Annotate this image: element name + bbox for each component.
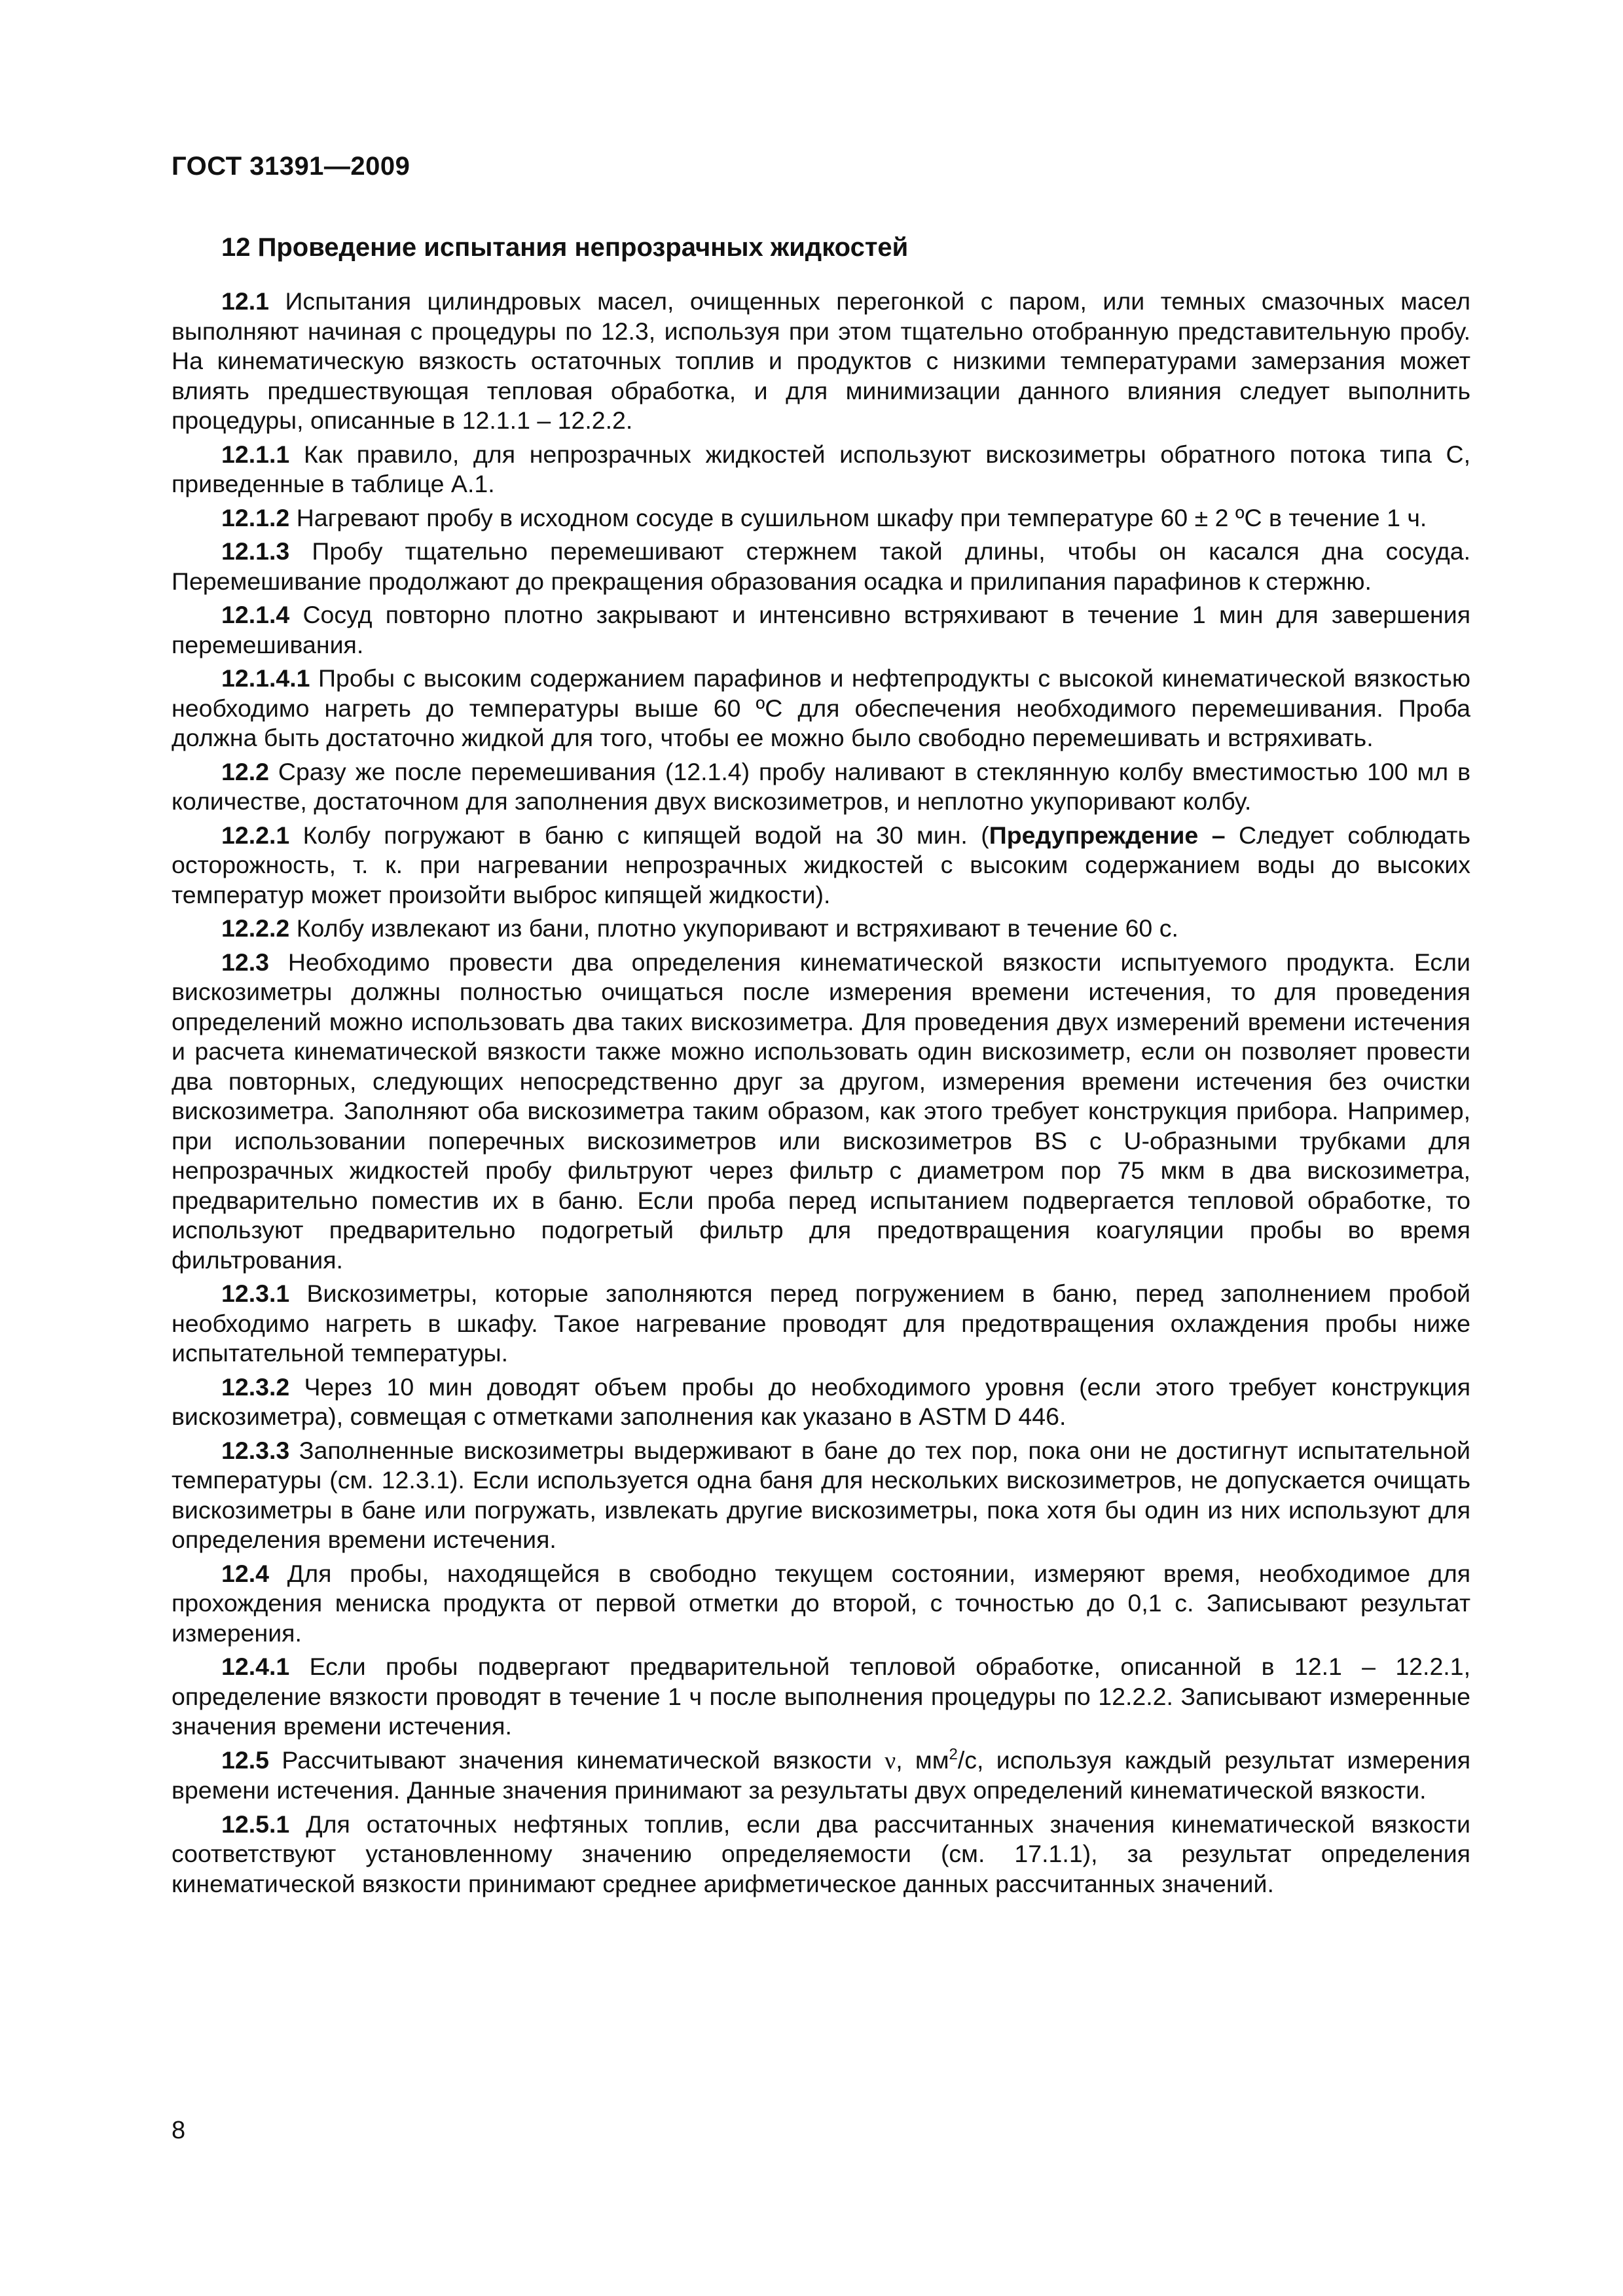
- paragraph-12-1-4-1: [172, 664, 1470, 753]
- viscosity-symbol: ν: [884, 1747, 896, 1774]
- paragraph-text: Сразу же после перемешивания (12.1.4) пробу наливают в стеклянную колбу вместимостью 100 мл в количестве, достаточном для заполнения двух вискозиметров, и неплотно укупоривают колбу.: [172, 757, 1470, 815]
- paragraph-text: Рассчитывают значения кинематической вязкости: [282, 1746, 885, 1774]
- paragraph-text: Сосуд повторно плотно закрывают и интенсивно встряхивают в течение 1 мин для завершения перемешивания.: [172, 601, 1470, 658]
- paragraph-12-5: [172, 1746, 1470, 1806]
- paragraph-12-1-2: [172, 503, 1470, 533]
- paragraph-text: Для остаточных нефтяных топлив, если два рассчитанных значения кинематической вязкости соответствуют установленному значению определяемости (см. 17.1.1), за результат определения кинематической вязкости принимают среднее арифметическое данных рассчитанных значений.: [172, 1810, 1470, 1897]
- clause-number: 12.5.1: [221, 1810, 290, 1838]
- clause-number: 12.5: [221, 1746, 269, 1774]
- paragraph-text: Для пробы, находящейся в свободно текущем состоянии, измеряют время, необходимое для прохождения мениска продукта от первой отметки до второй, с точностью до 0,1 с. Записывают результат измерения.: [172, 1559, 1471, 1647]
- paragraph-text: Если пробы подвергают предварительной тепловой обработке, описанной в 12.1 – 12.2.1, определение вязкости проводят в течение 1 ч после выполнения процедуры по 12.2.2. Записывают измеренные значения времени истечения.: [172, 1653, 1470, 1740]
- paragraph-text: Через 10 мин доводят объем пробы до необходимого уровня (если этого требует конструкция вискозиметра), совмещая с отметками заполнения как указано в ASTM D 446.: [172, 1372, 1471, 1430]
- paragraph-12-3-3: [172, 1436, 1470, 1555]
- paragraph-12-5-1: [172, 1810, 1470, 1899]
- paragraph-text: Заполненные вискозиметры выдерживают в бане до тех пор, пока они не достигнут испытательной температуры (см. 12.3.1). Если используется одна баня для нескольких вискозиметров, не допускается очищать вискозиметры в бане или погружать, извлекать другие вискозиметры, пока хотя бы один из них используют для определения времени истечения.: [172, 1436, 1471, 1553]
- warning-label: Предупреждение –: [989, 821, 1226, 849]
- paragraph-12-1-1: [172, 440, 1470, 499]
- paragraph-text: Испытания цилиндровых масел, очищенных перегонкой с паром, или темных смазочных масел выполняют начиная с процедуры по 12.3, используя при этом тщательно отобранную представительную пробу. На кинематическую вязкость остаточных топлив и продуктов с низкими температурами замерзания может влиять предшествующая тепловая обработка, и для минимизации данного влияния следует выполнить процедуры, описанные в 12.1.1 – 12.2.2.: [172, 287, 1470, 434]
- page-number: 8: [172, 2117, 186, 2144]
- paragraph-text: Следует соблюдать осторожность, т. к. при нагревании непрозрачных жидкостей с высоким содержанием воды до высоких температур может произойти выброс кипящей жидкости).: [172, 821, 1470, 908]
- superscript: 2: [949, 1745, 958, 1763]
- paragraph-text: /с, используя каждый результат измерения времени истечения. Данные значения принимают за результаты двух определений кинематической вязкости.: [172, 1746, 1470, 1804]
- paragraph-12-4-1: [172, 1652, 1470, 1742]
- paragraph-12-1-4: [172, 600, 1470, 660]
- document-header: ГОСТ 31391—2009: [172, 152, 410, 181]
- clause-number: 12.4: [221, 1559, 269, 1587]
- clause-number: 12.1.3: [221, 537, 290, 565]
- paragraph-12-3-2: [172, 1372, 1470, 1432]
- paragraph-text: Колбу извлекают из бани, плотно укупоривают и встряхивают в течение 60 с.: [296, 914, 1178, 942]
- clause-number: 12.1.4: [221, 601, 290, 628]
- paragraph-text: Нагревают пробу в исходном сосуде в сушильном шкафу при температуре 60 ± 2 ºС в течение 1 ч.: [296, 503, 1427, 531]
- paragraph-text: Необходимо провести два определения кинематической вязкости испытуемого продукта. Если вискозиметры должны полностью очищаться после измерения времени истечения, то для проведения определений можно использовать два таких вискозиметра. Для проведения двух измерений времени истечения и расчета кинематической вязкости также можно использовать один вискозиметр, если он позволяет провести два повторных, следующих непосредственно друг за другом, измерения времени истечения без очистки вискозиметра. Заполняют оба вискозиметра таким образом, как этого требует конструкция прибора. Например, при использовании поперечных вискозиметров или вискозиметров BS с U-образными трубками для непрозрачных жидкостей пробу фильтруют через фильтр с диаметром пор 75 мкм в два вискозиметра, предварительно поместив их в баню. Если проба перед испытанием подвергается тепловой обработке, то используют предварительно подогретый фильтр для предотвращения коагуляции пробы во время фильтрования.: [172, 948, 1470, 1274]
- clause-number: 12.2: [221, 757, 269, 785]
- clause-number: 12.2.1: [221, 821, 290, 849]
- paragraph-text: Колбу погружают в баню с кипящей водой на 30 мин. (: [302, 821, 989, 849]
- paragraph-12-1-3: [172, 537, 1470, 596]
- section-title: 12 Проведение испытания непрозрачных жидкостей: [221, 233, 909, 262]
- paragraph-text: Пробу тщательно перемешивают стержнем такой длины, чтобы он касался дна сосуда. Перемешивание продолжают до прекращения образования осадка и прилипания парафинов к стержню.: [172, 537, 1470, 595]
- clause-number: 12.3.1: [221, 1280, 290, 1307]
- paragraph-12-3: [172, 948, 1470, 1276]
- clause-number: 12.1.2: [221, 503, 290, 531]
- paragraph-12-1: [172, 287, 1470, 436]
- clause-number: 12.1: [221, 287, 269, 315]
- paragraph-12-2: [172, 757, 1470, 817]
- clause-number: 12.3.2: [221, 1372, 290, 1401]
- clause-number: 12.3: [221, 948, 269, 976]
- paragraph-12-4: [172, 1559, 1470, 1649]
- paragraph-text: Пробы с высоким содержанием парафинов и нефтепродукты с высокой кинематической вязкостью необходимо нагреть до температуры выше 60 ºС для обеспечения необходимого перемешивания. Проба должна быть достаточно жидкой для того, чтобы ее можно было свободно перемешивать и встряхивать.: [172, 664, 1471, 751]
- paragraph-12-3-1: [172, 1279, 1470, 1369]
- clause-number: 12.1.1: [221, 440, 290, 468]
- paragraph-12-2-1: [172, 821, 1470, 910]
- clause-number: 12.4.1: [221, 1653, 290, 1680]
- paragraph-text: Как правило, для непрозрачных жидкостей используют вискозиметры обратного потока типа C, приведенные в таблице А.1.: [172, 440, 1471, 497]
- section-body: [172, 287, 1470, 1903]
- clause-number: 12.1.4.1: [221, 664, 310, 692]
- clause-number: 12.3.3: [221, 1436, 290, 1464]
- paragraph-12-2-2: [172, 914, 1470, 944]
- clause-number: 12.2.2: [221, 914, 290, 942]
- paragraph-text: , мм: [896, 1746, 949, 1774]
- paragraph-text: Вискозиметры, которые заполняются перед погружением в баню, перед заполнением пробой необходимо нагреть в шкафу. Такое нагревание проводят для предотвращения охлаждения пробы ниже испытательной температуры.: [172, 1280, 1471, 1367]
